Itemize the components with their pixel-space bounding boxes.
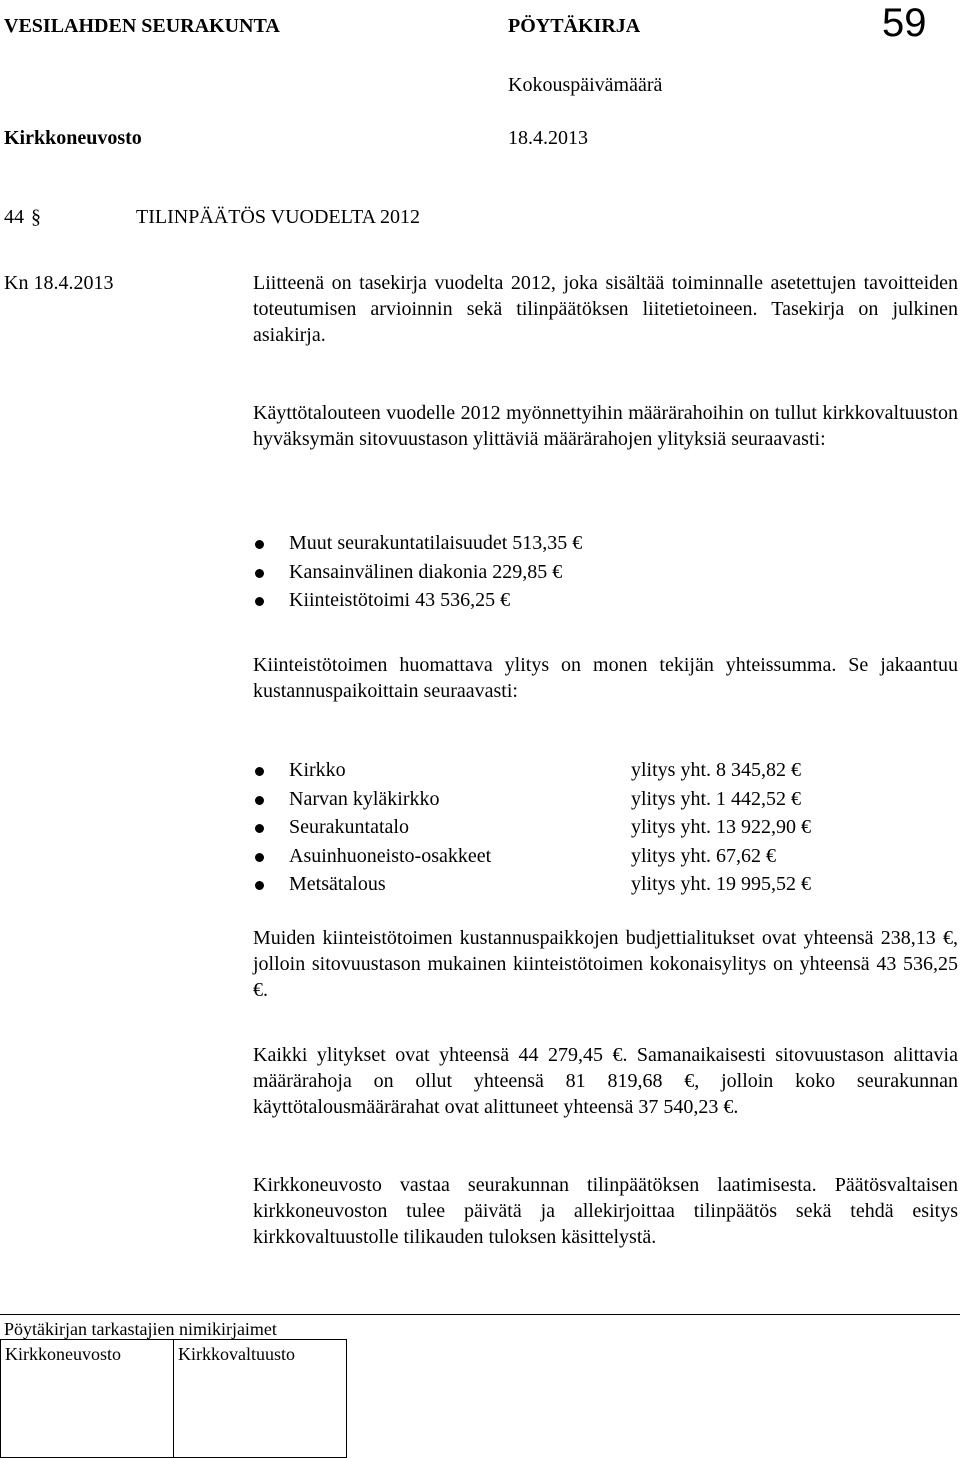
paragraph-board-responsibility: Kirkkoneuvosto vastaa seurakunnan tilinpäätöksen laatimisesta. Päätösvaltaisen kirkkoneuvoston tulee päivätä ja allekirjoittaa tilinpäätös sekä tehdä esitys kirkkovaltuustolle tilikauden tuloksen käsittelystä.: [253, 1174, 958, 1248]
initials-cell-kirkkoneuvosto[interactable]: [1, 1340, 174, 1458]
cost-centre-amount: ylitys yht. 8 345,82 €: [631, 759, 802, 781]
footer-caption: Pöytäkirjan tarkastajien nimikirjaimet: [4, 1319, 277, 1339]
cost-centre-name: Metsätalous: [289, 873, 386, 895]
initials-cell-kirkkovaltuusto[interactable]: [174, 1340, 347, 1458]
cost-centre-amount: ylitys yht. 67,62 €: [631, 844, 777, 867]
overrun-list-wrap: [253, 529, 958, 615]
list-item: [253, 813, 958, 842]
meeting-body: Kirkkoneuvosto: [4, 127, 142, 149]
paragraph-attachment: Liitteenä on tasekirja vuodelta 2012, joka sisältää toiminnalle asetettujen tavoitteiden toteutumisen arvioinnin sekä tilinpäätöksen liitetietoineen. Tasekirja on julkinen asiakirja.: [253, 272, 958, 346]
cost-centre-name: Kirkko: [289, 759, 346, 781]
cost-centre-name: Seurakuntatalo: [289, 816, 409, 838]
section-number: 44: [4, 206, 24, 228]
initials-label: Kirkkovaltuusto: [178, 1344, 295, 1364]
document-type: PÖYTÄKIRJA: [508, 15, 641, 37]
initials-label: Kirkkoneuvosto: [5, 1344, 121, 1364]
meeting-date-label: Kokouspäivämäärä: [508, 74, 663, 96]
cost-centre-name: Asuinhuoneisto-osakkeet: [289, 844, 492, 867]
paragraph-property-note: Kiinteistötoimen huomattava ylitys on monen tekijän yhteissumma. Se jakaantuu kustannuspaikoittain seuraavasti:: [253, 654, 958, 702]
parish-name: VESILAHDEN SEURAKUNTA: [4, 15, 280, 37]
list-item: [253, 870, 958, 899]
section-symbol: §: [31, 206, 41, 228]
list-item: [253, 785, 958, 814]
list-item: [253, 756, 958, 785]
cost-centre-amount: ylitys yht. 1 442,52 €: [631, 787, 802, 810]
cost-centre-name: Narvan kyläkirkko: [289, 787, 440, 810]
section-reference: Kn 18.4.2013: [4, 272, 114, 294]
paragraph-overruns-intro: Käyttötalouteen vuodelle 2012 myönnettyihin määrärahoihin on tullut kirkkovaltuuston hyväksymän sitovuustason ylittäviä määrärahojen ylityksiä seuraavasti:: [253, 402, 958, 450]
initials-table: [0, 1339, 347, 1458]
cost-centre-amount: ylitys yht. 19 995,52 €: [631, 873, 812, 895]
page-number: 59: [882, 1, 927, 45]
footer-divider: [0, 1314, 960, 1315]
list-item: [253, 842, 958, 871]
list-item: Muut seurakuntatilaisuudet 513,35 €: [253, 529, 958, 558]
list-item: Kansainvälinen diakonia 229,85 €: [253, 558, 958, 587]
paragraph-other-cost-centres: Muiden kiinteistötoimen kustannuspaikkojen budjettialitukset ovat yhteensä 238,13 €, jolloin sitovuustason mukainen kiinteistötoimen kokonaisylitys on yhteensä 43 536,25 €.: [253, 927, 958, 1001]
cost-centre-amount: ylitys yht. 13 922,90 €: [631, 816, 812, 838]
cost-centre-list: [253, 756, 958, 899]
meeting-date: 18.4.2013: [508, 127, 588, 149]
paragraph-totals: Kaikki ylitykset ovat yhteensä 44 279,45 €. Samanaikaisesti sitovuustason alittavia määrärahoja on ollut yhteensä 81 819,68 €, jolloin koko seurakunnan käyttötalousmäärärahat ovat alittuneet yhteensä 37 540,23 €.: [253, 1044, 958, 1118]
list-item: Kiinteistötoimi 43 536,25 €: [253, 586, 958, 615]
section-title: TILINPÄÄTÖS VUODELTA 2012: [136, 206, 420, 228]
cost-centre-list-wrap: [253, 756, 958, 899]
overrun-list: [253, 529, 958, 615]
